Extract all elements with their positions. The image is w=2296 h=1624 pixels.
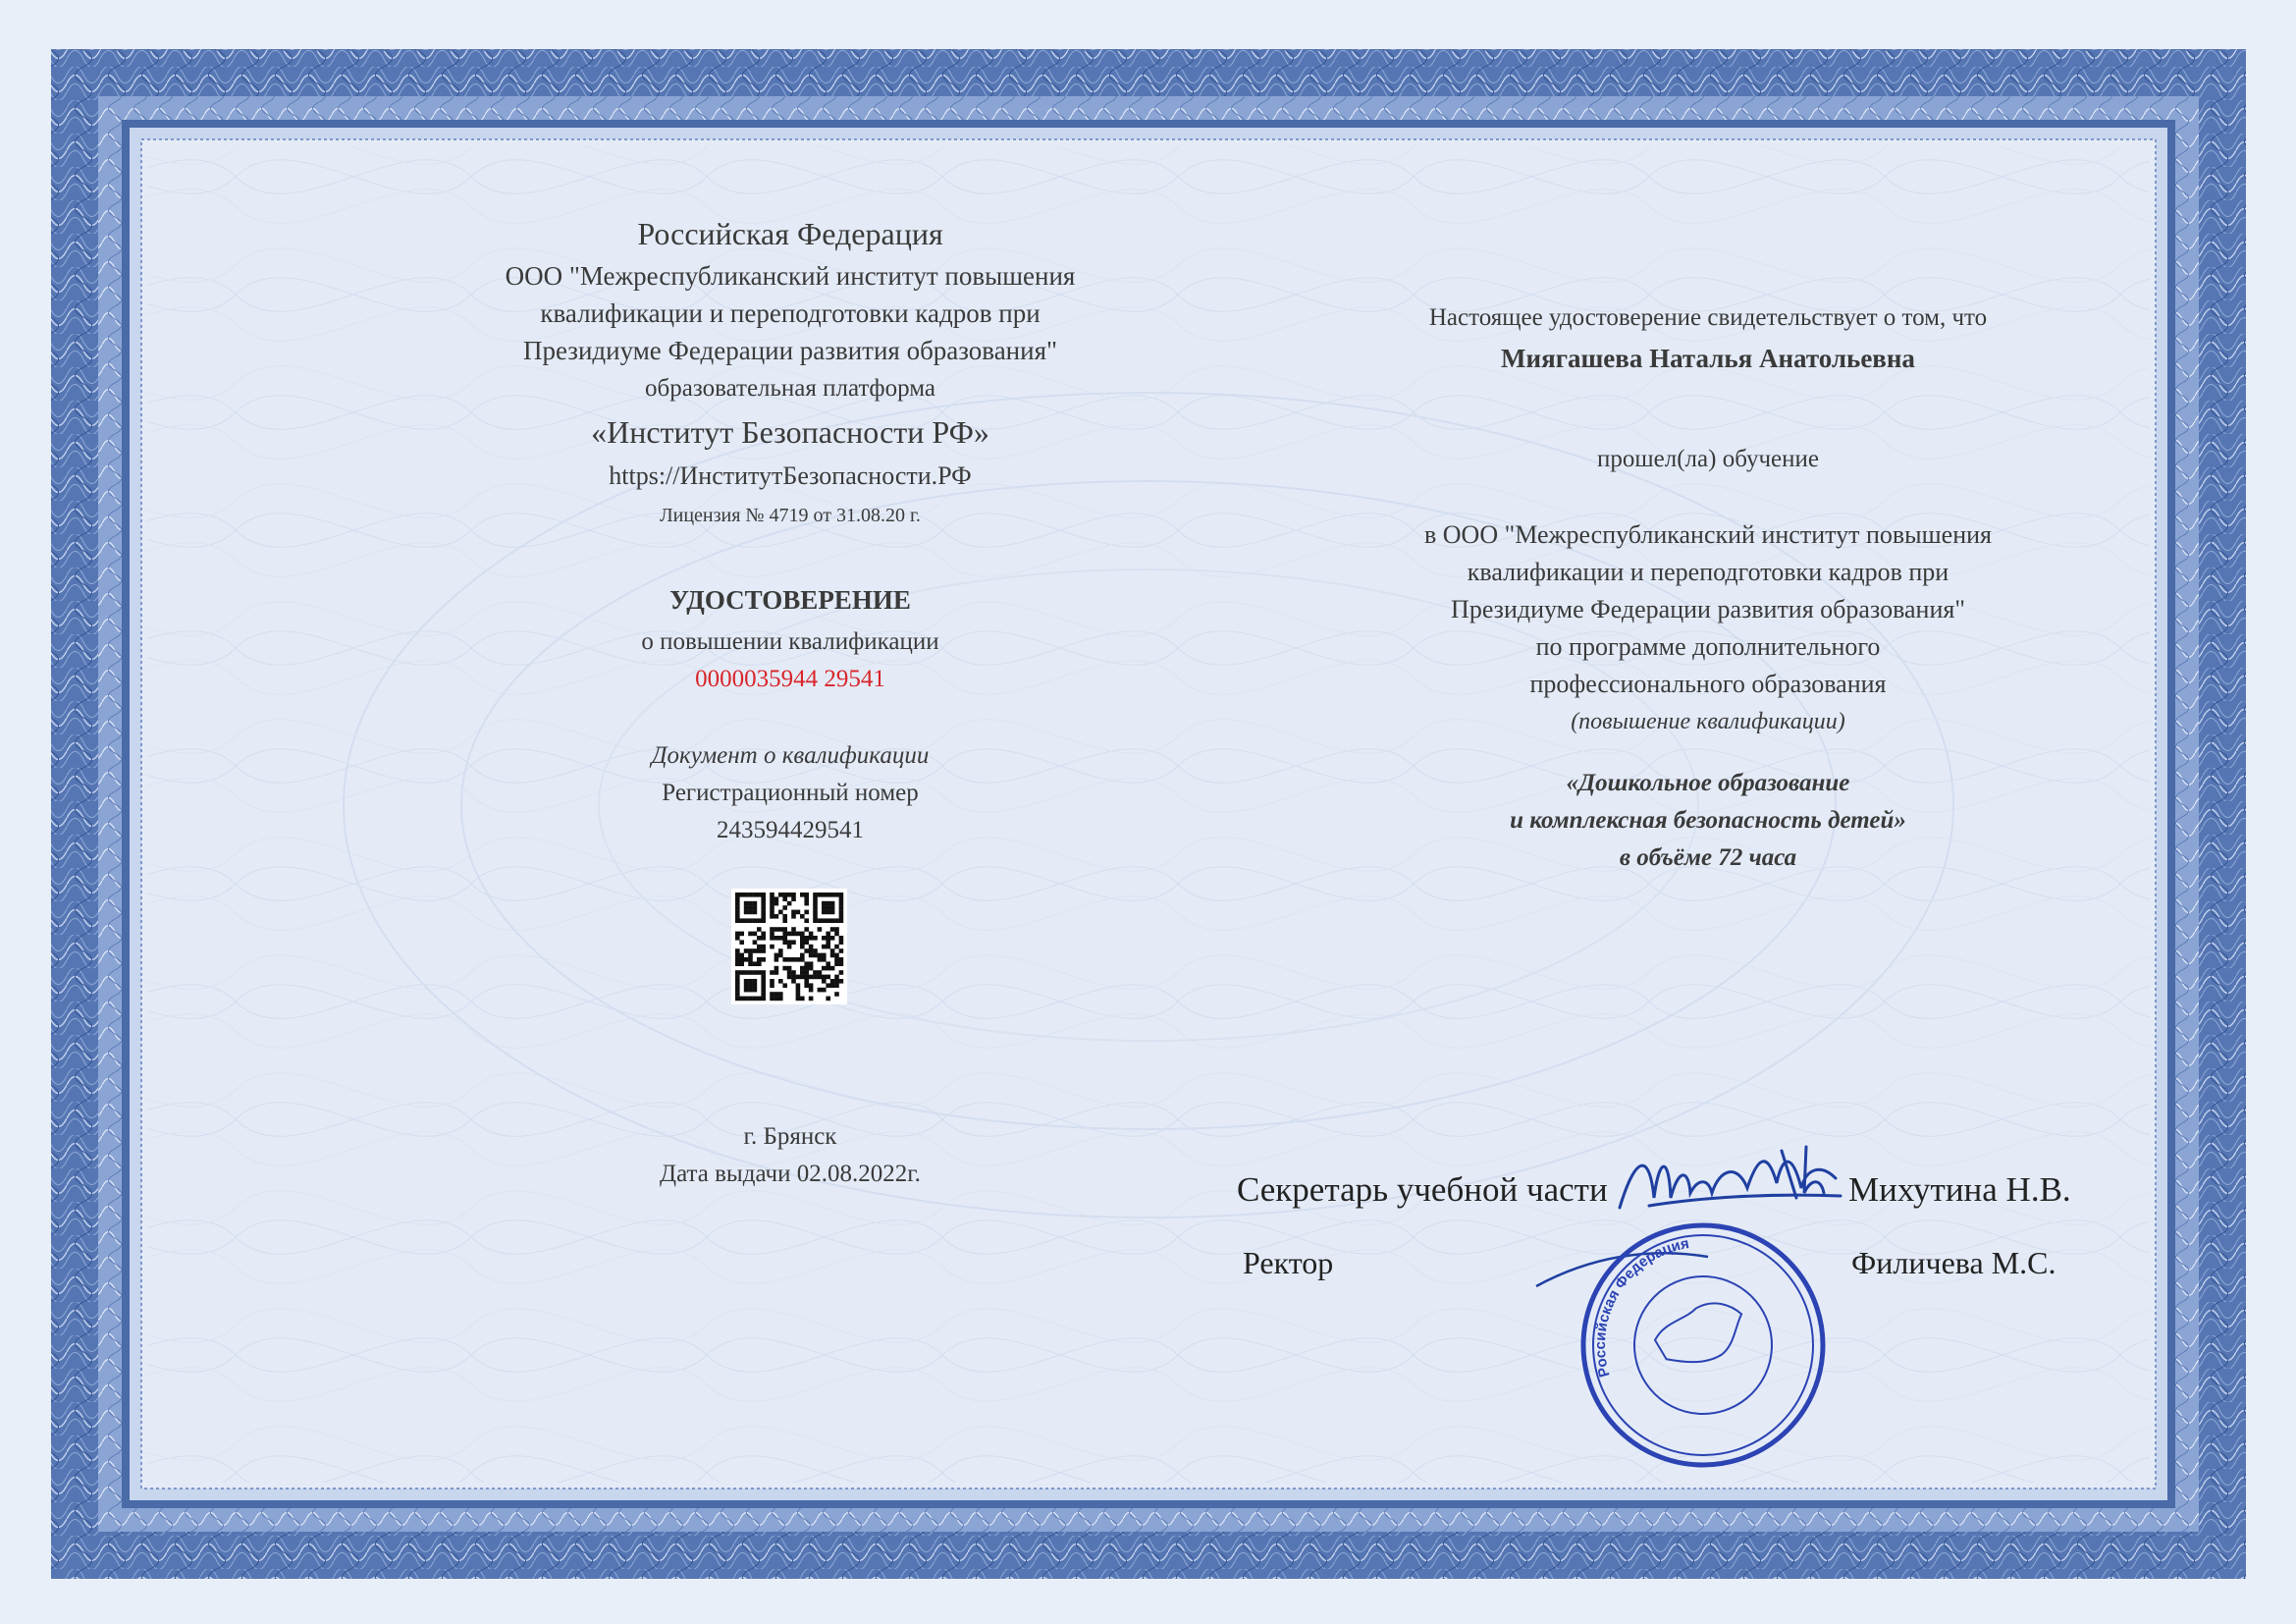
issue-date: Дата выдачи 02.08.2022г. bbox=[660, 1161, 921, 1187]
right-org-line-2: квалификации и переподготовки кадров при bbox=[1467, 558, 1949, 586]
org-line-1: ООО "Межреспубликанский институт повышения bbox=[505, 261, 1076, 291]
doc-subtitle: о повышении квалификации bbox=[641, 628, 939, 655]
person-name: Миягашева Наталья Анатольевна bbox=[1501, 344, 1915, 373]
secretary-name: Михутина Н.В. bbox=[1848, 1170, 2071, 1209]
city: г. Брянск bbox=[743, 1123, 837, 1150]
secretary-signature bbox=[1610, 1139, 1855, 1227]
rector-label: Ректор bbox=[1243, 1245, 1334, 1280]
country: Российская Федерация bbox=[637, 216, 943, 251]
program-line-2: профессионального образования bbox=[1529, 670, 1887, 698]
stamp-text: Российская Федерация bbox=[1591, 1235, 1691, 1380]
reg-label: Регистрационный номер bbox=[662, 780, 919, 806]
microtext-line bbox=[152, 143, 2145, 153]
program-type: (повышение квалификации) bbox=[1571, 709, 1845, 734]
qr-code bbox=[731, 889, 847, 1004]
rector-name: Филичева М.С. bbox=[1851, 1245, 2056, 1280]
serial-number: 0000035944 29541 bbox=[695, 666, 885, 692]
platform-label: образовательная платформа bbox=[645, 375, 935, 402]
course-hours: в объёме 72 часа bbox=[1619, 844, 1797, 871]
right-org-line-1: в ООО "Межреспубликанский институт повышения bbox=[1424, 520, 1992, 549]
right-org-line-3: Президиуме Федерации развития образования" bbox=[1451, 595, 1965, 623]
course-line-2: и комплексная безопасность детей» bbox=[1510, 807, 1906, 834]
completed-text: прошел(ла) обучение bbox=[1597, 446, 1819, 472]
secretary-label: Секретарь учебной части bbox=[1237, 1170, 1608, 1209]
official-stamp bbox=[1531, 1218, 1836, 1473]
program-line-1: по программе дополнительного bbox=[1535, 632, 1881, 661]
doc-title: УДОСТОВЕРЕНИЕ bbox=[669, 585, 911, 615]
qualification-doc: Документ о квалификации bbox=[651, 742, 930, 769]
platform-name: «Институт Безопасности РФ» bbox=[591, 414, 989, 450]
reg-number: 243594429541 bbox=[717, 817, 864, 843]
org-line-2: квалификации и переподготовки кадров при bbox=[540, 298, 1041, 328]
course-line-1: «Дошкольное образование bbox=[1566, 770, 1850, 796]
intro-text: Настоящее удостоверение свидетельствует о том, что bbox=[1428, 304, 1988, 331]
website: https://ИнститутБезопасности.РФ bbox=[609, 461, 972, 490]
org-line-3: Президиуме Федерации развития образования" bbox=[522, 336, 1058, 365]
license: Лицензия № 4719 от 31.08.20 г. bbox=[660, 505, 921, 526]
